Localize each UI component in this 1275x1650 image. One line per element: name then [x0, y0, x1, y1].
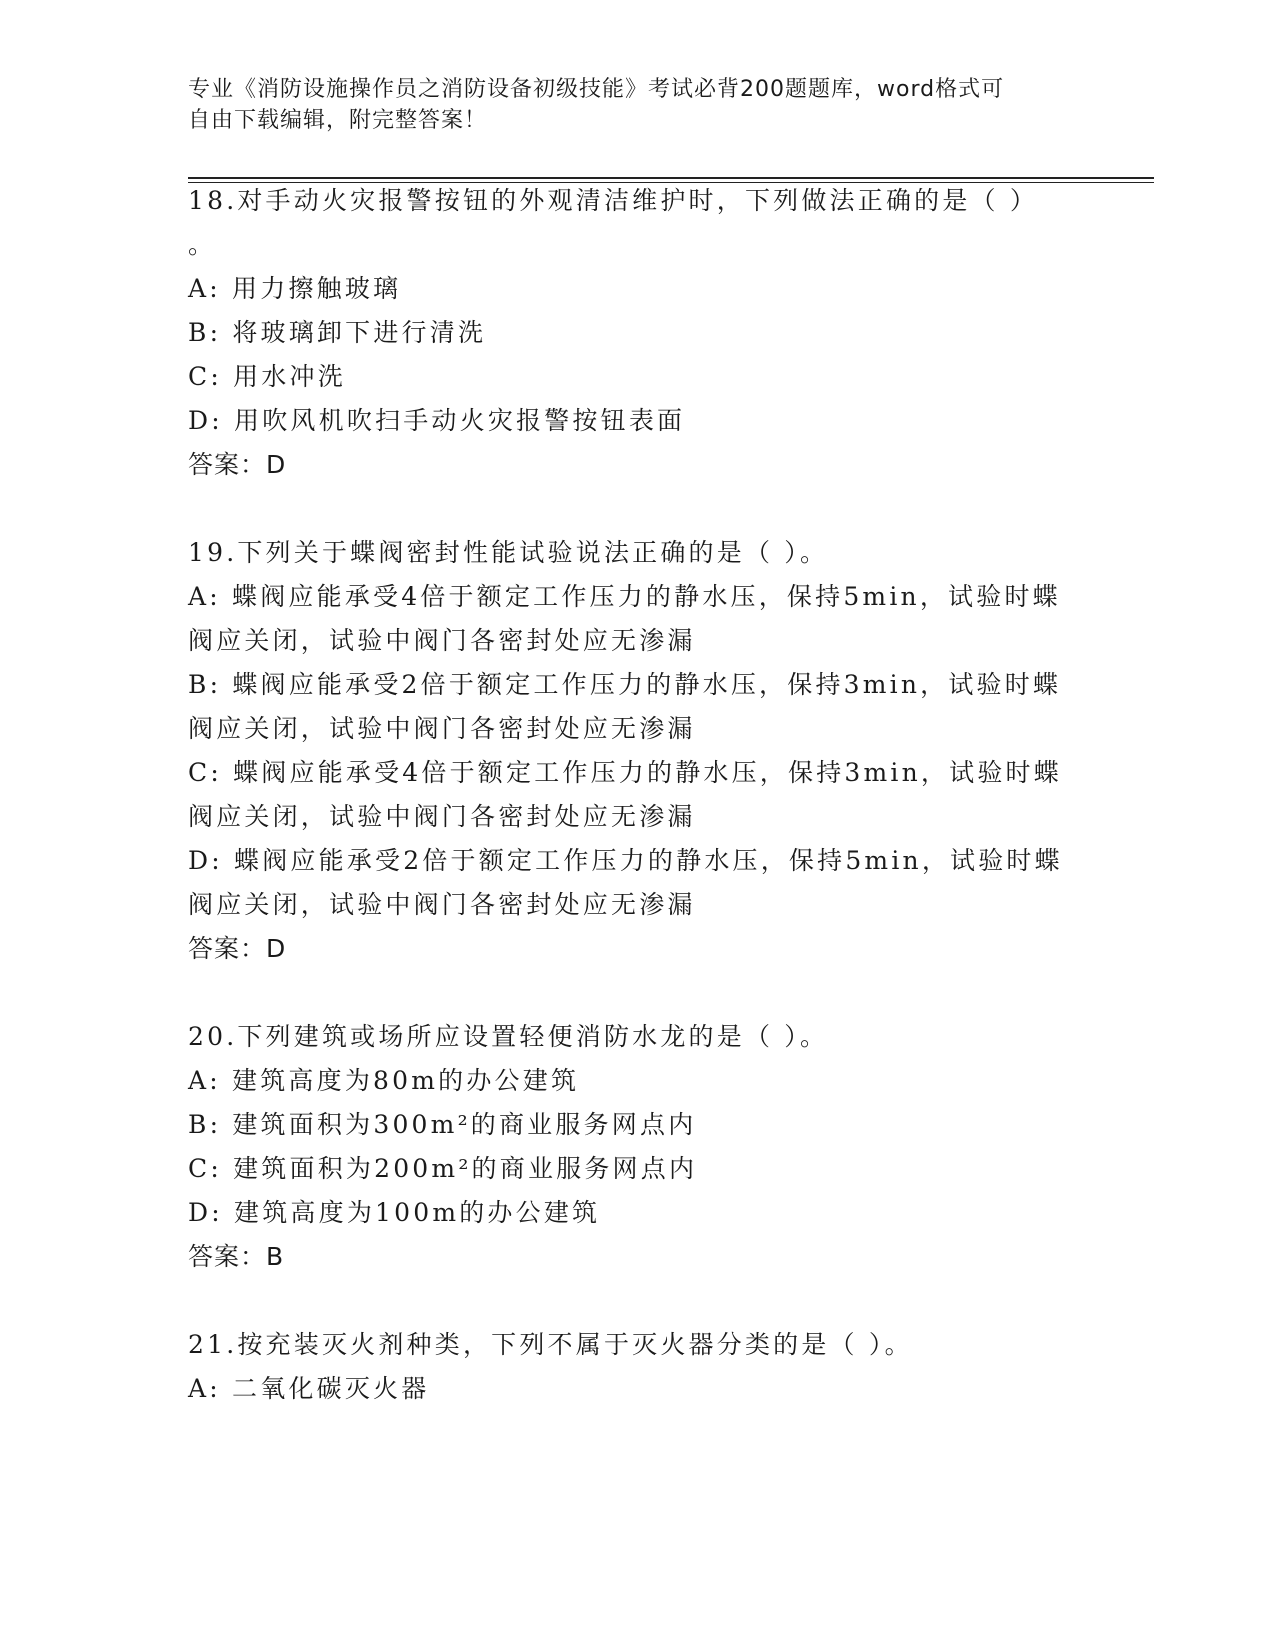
- header-divider-thin: [188, 182, 1154, 183]
- q19-option-c-line2: 阀应关闭，试验中阀门各密封处应无渗漏: [188, 802, 696, 831]
- q20-option-b: B: 建筑面积为300m²的商业服务网点内: [188, 1110, 697, 1139]
- q21-option-a: A: 二氧化碳灭火器: [188, 1374, 430, 1403]
- q18-option-c: C: 用水冲洗: [188, 362, 346, 391]
- q21-stem: 21.按充装灭火剂种类，下列不属于灭火器分类的是（ ）。: [188, 1330, 913, 1359]
- q19-option-d-line1: D: 蝶阀应能承受2倍于额定工作压力的静水压，保持5min，试验时蝶: [188, 846, 1063, 875]
- q18-stem: 18.对手动火灾报警按钮的外观清洁维护时，下列做法正确的是（ ）: [188, 186, 1039, 215]
- q20-option-d: D: 建筑高度为100m的办公建筑: [188, 1198, 601, 1227]
- q20-option-c: C: 建筑面积为200m²的商业服务网点内: [188, 1154, 698, 1183]
- q20-stem: 20.下列建筑或场所应设置轻便消防水龙的是（ ）。: [188, 1022, 829, 1051]
- q19-option-b-line1: B: 蝶阀应能承受2倍于额定工作压力的静水压，保持3min，试验时蝶: [188, 670, 1062, 699]
- q18-option-d: D: 用吹风机吹扫手动火灾报警按钮表面: [188, 406, 686, 435]
- header-line-2: 自由下载编辑，附完整答案！: [188, 108, 488, 133]
- q18-stem-continuation: 。: [188, 230, 217, 259]
- q19-option-a-line1: A: 蝶阀应能承受4倍于额定工作压力的静水压，保持5min，试验时蝶: [188, 582, 1061, 611]
- q19-answer: 答案：D: [188, 934, 287, 963]
- header-line-1: 专业《消防设施操作员之消防设备初级技能》考试必背200题题库，word格式可: [188, 77, 1005, 102]
- document-header: [188, 74, 1088, 136]
- q19-option-b-line2: 阀应关闭，试验中阀门各密封处应无渗漏: [188, 714, 696, 743]
- q19-option-d-line2: 阀应关闭，试验中阀门各密封处应无渗漏: [188, 890, 696, 919]
- q18-option-a: A: 用力擦触玻璃: [188, 274, 402, 303]
- q20-option-a: A: 建筑高度为80m的办公建筑: [188, 1066, 580, 1095]
- q19-option-c-line1: C: 蝶阀应能承受4倍于额定工作压力的静水压，保持3min，试验时蝶: [188, 758, 1062, 787]
- q19-stem: 19.下列关于蝶阀密封性能试验说法正确的是（ ）。: [188, 538, 829, 567]
- q20-answer: 答案：B: [188, 1242, 285, 1271]
- header-divider-thick: [188, 177, 1154, 179]
- q18-answer: 答案：D: [188, 450, 287, 479]
- q19-option-a-line2: 阀应关闭，试验中阀门各密封处应无渗漏: [188, 626, 696, 655]
- q18-option-b: B: 将玻璃卸下进行清洗: [188, 318, 487, 347]
